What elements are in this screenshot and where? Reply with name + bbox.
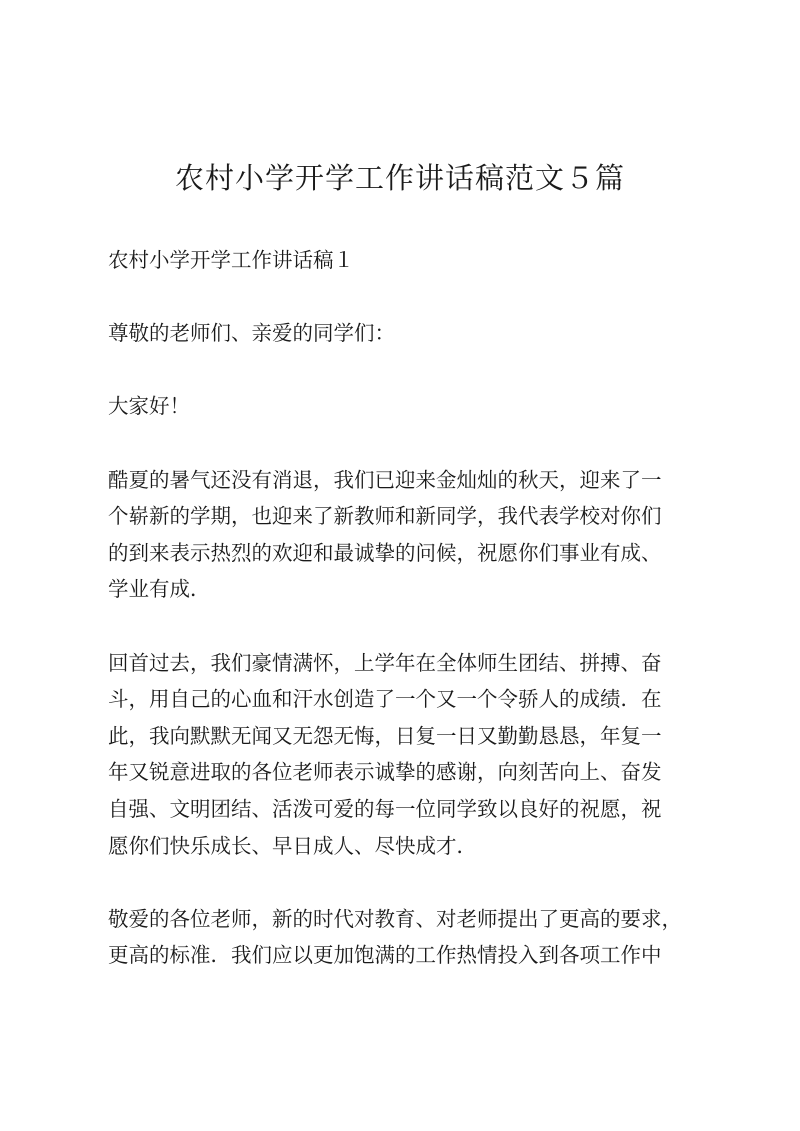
paragraph-line: 回首过去，我们豪情满怀，上学年在全体师生团结、拼搏、奋 — [108, 650, 662, 675]
speech-subtitle: 农村小学开学工作讲话稿１ — [108, 248, 354, 272]
greeting: 大家好！ — [108, 394, 190, 419]
paragraph-line: 自强、文明团结、活泼可爱的每一位同学致以良好的祝愿，祝 — [108, 796, 662, 821]
paragraph-line: 斗，用自己的心血和汗水创造了一个又一个令骄人的成绩．在 — [108, 687, 662, 712]
paragraph-3 — [108, 901, 698, 974]
paragraph-line: 此，我向默默无闻又无怨无悔，日复一日又勤勤恳恳，年复一 — [108, 723, 662, 748]
paragraph-line: 个崭新的学期，也迎来了新教师和新同学，我代表学校对你们 — [108, 504, 662, 529]
paragraph-2 — [108, 645, 698, 865]
paragraph-1 — [108, 462, 698, 608]
paragraph-line: 酷夏的暑气还没有消退，我们已迎来金灿灿的秋天，迎来了一 — [108, 467, 662, 492]
paragraph-line: 学业有成． — [108, 577, 211, 602]
salutation: 尊敬的老师们、亲爱的同学们： — [108, 321, 395, 346]
paragraph-line: 更高的标准．我们应以更加饱满的工作热情投入到各项工作中 — [108, 943, 662, 968]
paragraph-line: 愿你们快乐成长、早日成人、尽快成才． — [108, 833, 477, 858]
paragraph-line: 年又锐意进取的各位老师表示诚挚的感谢，向刻苦向上、奋发 — [108, 760, 662, 785]
paragraph-line: 敬爱的各位老师，新的时代对教育、对老师提出了更高的要求， — [108, 906, 682, 931]
paragraph-line: 的到来表示热烈的欢迎和最诚挚的问候，祝愿你们事业有成、 — [108, 540, 662, 565]
document-title: 农村小学开学工作讲话稿范文５篇 — [174, 161, 625, 195]
document-body — [108, 242, 698, 1010]
